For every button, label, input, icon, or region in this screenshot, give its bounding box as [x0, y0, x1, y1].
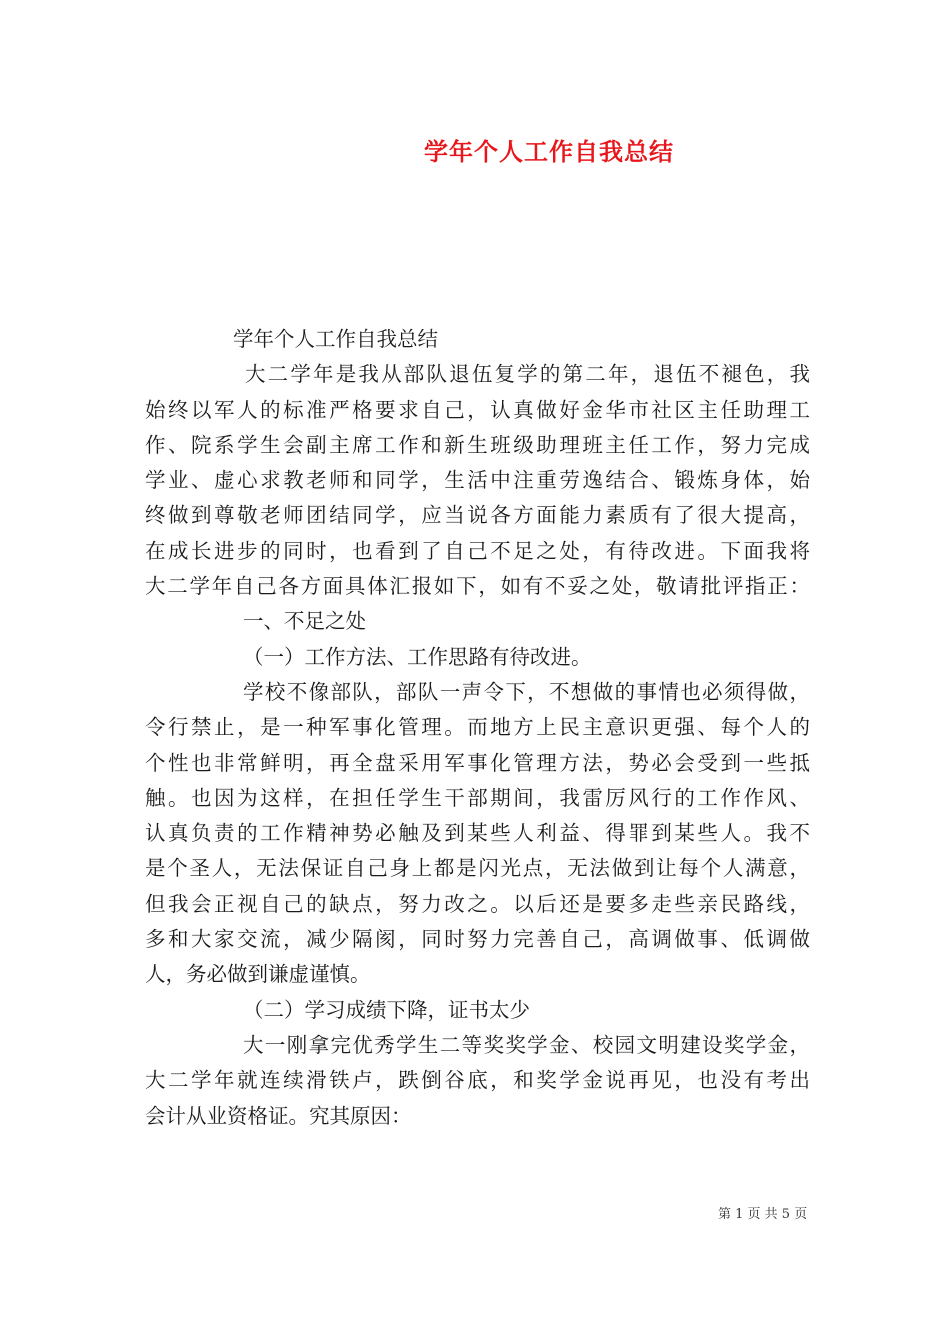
paragraph-line: 但我会正视自己的缺点，努力改之。以后还是要多走些亲民路线， — [145, 891, 810, 916]
paragraph-line: 是个圣人，无法保证自己身上都是闪光点，无法做到让每个人满意， — [145, 856, 810, 881]
body-heading: 学年个人工作自我总结 — [233, 327, 438, 351]
paragraph-line: 学业、虚心求教老师和同学，生活中注重劳逸结合、锻炼身体，始 — [145, 468, 810, 493]
paragraph-line: 作、院系学生会副主席工作和新生班级助理班主任工作，努力完成 — [145, 432, 810, 457]
section-heading: 一、不足之处 — [243, 609, 366, 634]
paragraph-line: 令行禁止，是一种军事化管理。而地方上民主意识更强、每个人的 — [145, 715, 810, 740]
paragraph-line: 终做到尊敬老师团结同学，应当说各方面能力素质有了很大提高， — [145, 503, 810, 528]
paragraph-line: 个性也非常鲜明，再全盘采用军事化管理方法，势必会受到一些抵 — [145, 750, 810, 775]
paragraph-line: 大一刚拿完优秀学生二等奖奖学金、校园文明建设奖学金， — [243, 1032, 810, 1057]
document-title: 学年个人工作自我总结 — [424, 138, 674, 166]
paragraph-line: 人，务必做到谦虚谨慎。 — [145, 962, 371, 987]
paragraph-line: 触。也因为这样，在担任学生干部期间，我雷厉风行的工作作风、 — [145, 785, 810, 810]
paragraph-line: 大二学年是我从部队退伍复学的第二年，退伍不褪色，我 — [245, 362, 810, 387]
paragraph-line: 在成长进步的同时，也看到了自己不足之处，有待改进。下面我将 — [145, 538, 810, 563]
subsection-heading: （一）工作方法、工作思路有待改进。 — [243, 644, 592, 669]
paragraph-line: 大二学年自己各方面具体汇报如下，如有不妥之处，敬请批评指正： — [145, 574, 810, 599]
paragraph-line: 会计从业资格证。究其原因： — [145, 1103, 412, 1128]
document-body — [145, 322, 810, 1134]
paragraph-line: 大二学年就连续滑铁卢，跌倒谷底，和奖学金说再见，也没有考出 — [145, 1068, 810, 1093]
paragraph-line: 多和大家交流，减少隔阂，同时努力完善自己，高调做事、低调做 — [145, 927, 810, 952]
paragraph-line: 始终以军人的标准严格要求自己，认真做好金华市社区主任助理工 — [145, 397, 810, 422]
page-number: 第 1 页 共 5 页 — [718, 1207, 808, 1222]
paragraph-line: 学校不像部队，部队一声令下，不想做的事情也必须得做， — [243, 679, 810, 704]
paragraph-line: 认真负责的工作精神势必触及到某些人利益、得罪到某些人。我不 — [145, 821, 810, 846]
subsection-heading: （二）学习成绩下降，证书太少 — [243, 997, 530, 1022]
